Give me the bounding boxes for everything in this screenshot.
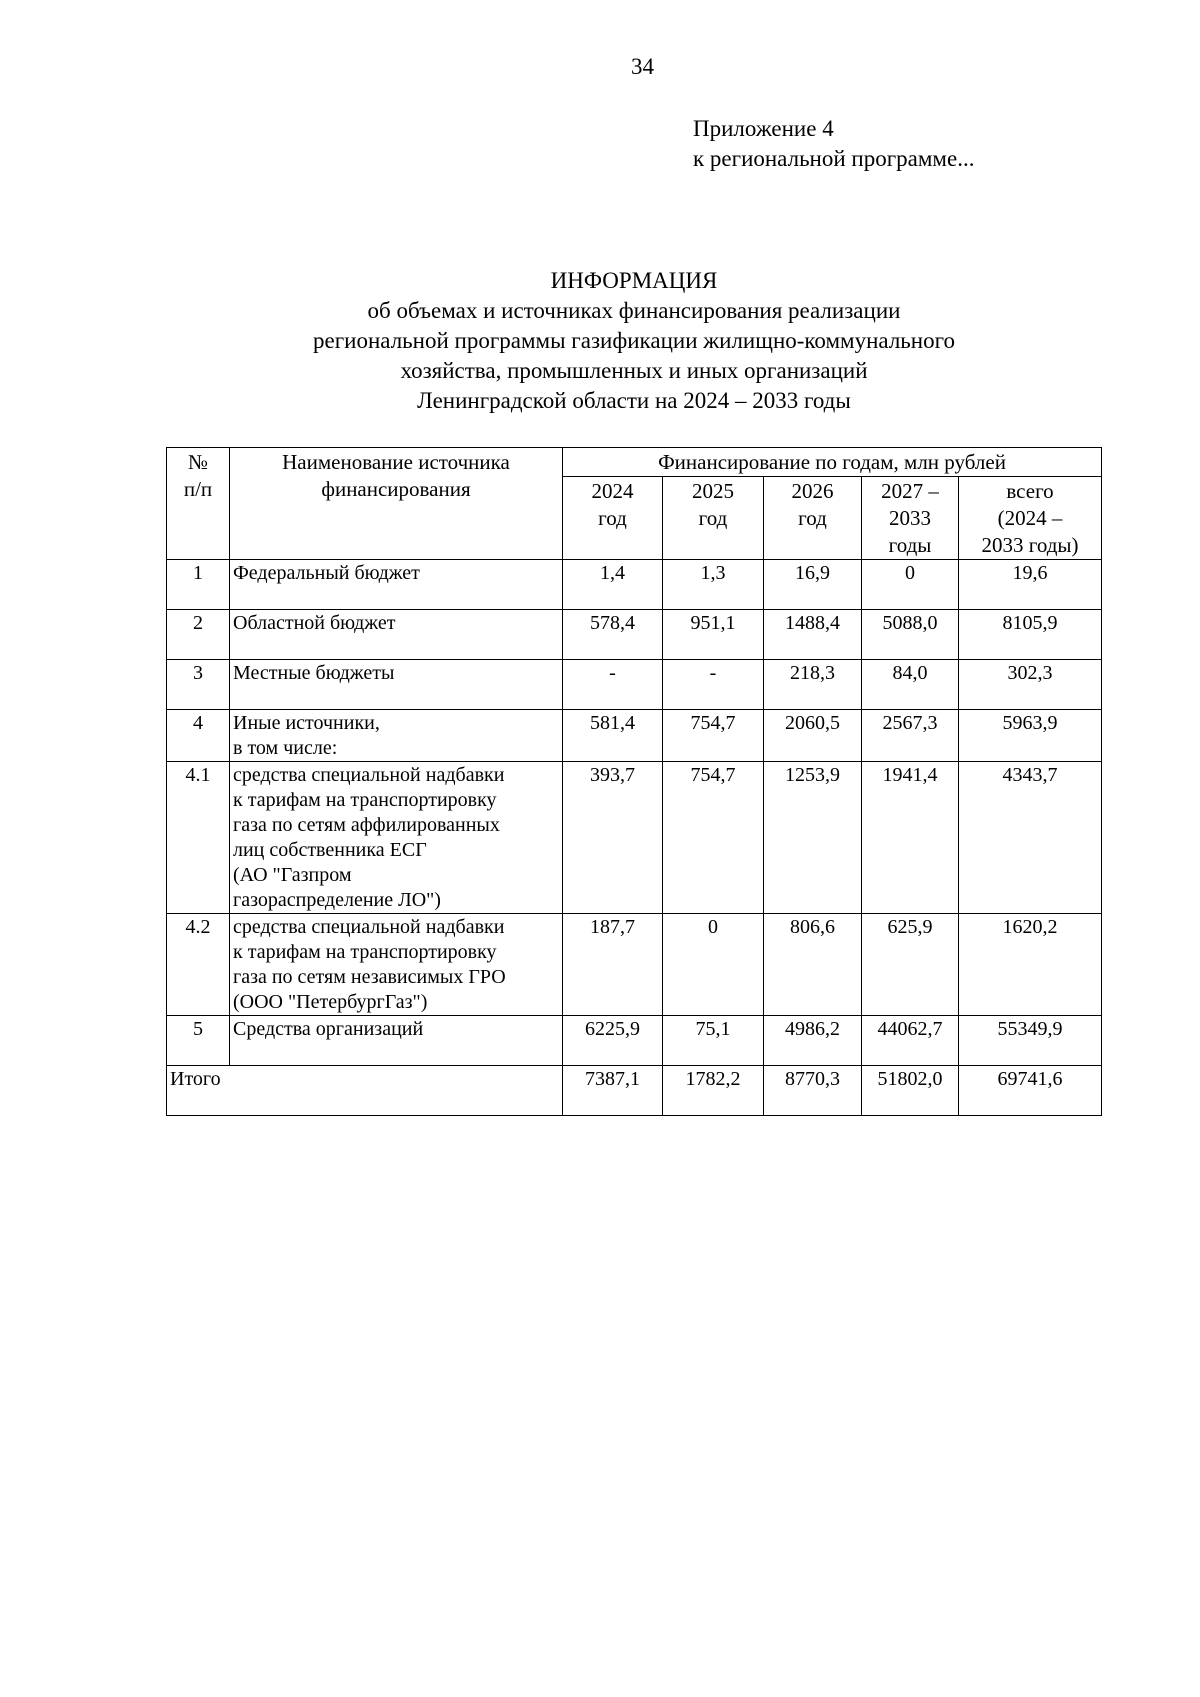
table-row	[167, 610, 1102, 660]
cell-2026: 4986,2	[764, 1016, 862, 1066]
cell-2024: 581,4	[563, 710, 663, 762]
row-num: 4.2	[167, 914, 230, 1016]
document-title	[0, 266, 1200, 416]
cell-2025: 754,7	[663, 762, 764, 914]
cell-2024: 1,4	[563, 560, 663, 610]
row-num: 3	[167, 660, 230, 710]
title-line-1: ИНФОРМАЦИЯ	[550, 268, 718, 293]
cell-2027-2033: 84,0	[862, 660, 959, 710]
header-2024: 2024 год	[563, 477, 663, 560]
cell-2025: 1,3	[663, 560, 764, 610]
title-line-5: Ленинградской области на 2024 – 2033 годы	[417, 388, 851, 413]
cell-2026: 1253,9	[764, 762, 862, 914]
row-source-name: средства специальной надбавки к тарифам на транспортировку газа по сетям независимых ГРО (ООО "ПетербургГаз")	[230, 914, 563, 1016]
row-num: 5	[167, 1016, 230, 1066]
appendix-line-1: Приложение 4	[693, 116, 834, 141]
cell-total: 4343,7	[959, 762, 1102, 914]
header-num: № п/п	[167, 448, 230, 560]
cell-total: 19,6	[959, 560, 1102, 610]
row-source-name: средства специальной надбавки к тарифам на транспортировку газа по сетям аффилированных лиц собственника ЕСГ (АО "Газпром газораспределение ЛО")	[230, 762, 563, 914]
total-row	[167, 1066, 1102, 1116]
row-source-name: Средства организаций	[230, 1016, 563, 1066]
table-row	[167, 914, 1102, 1016]
total-2027-2033: 51802,0	[862, 1066, 959, 1116]
table-row	[167, 1016, 1102, 1066]
total-label: Итого	[167, 1066, 563, 1116]
cell-2025: 951,1	[663, 610, 764, 660]
cell-2024: 393,7	[563, 762, 663, 914]
table-row	[167, 560, 1102, 610]
row-num: 4.1	[167, 762, 230, 914]
cell-2026: 16,9	[764, 560, 862, 610]
cell-total: 1620,2	[959, 914, 1102, 1016]
cell-2027-2033: 1941,4	[862, 762, 959, 914]
row-num: 1	[167, 560, 230, 610]
row-source-name: Федеральный бюджет	[230, 560, 563, 610]
cell-2026: 218,3	[764, 660, 862, 710]
cell-2024: 578,4	[563, 610, 663, 660]
cell-2025: 75,1	[663, 1016, 764, 1066]
appendix-line-2: к региональной программе...	[693, 146, 975, 171]
cell-2026: 2060,5	[764, 710, 862, 762]
cell-2027-2033: 0	[862, 560, 959, 610]
header-2025: 2025 год	[663, 477, 764, 560]
table-row	[167, 710, 1102, 762]
cell-2024: -	[563, 660, 663, 710]
row-num: 2	[167, 610, 230, 660]
cell-2027-2033: 5088,0	[862, 610, 959, 660]
cell-total: 302,3	[959, 660, 1102, 710]
cell-2026: 806,6	[764, 914, 862, 1016]
table-row	[167, 762, 1102, 914]
title-line-2: об объемах и источниках финансирования реализации	[367, 298, 901, 323]
title-line-4: хозяйства, промышленных и иных организаций	[400, 358, 868, 383]
header-2026: 2026 год	[764, 477, 862, 560]
appendix-reference	[693, 114, 974, 174]
cell-2024: 6225,9	[563, 1016, 663, 1066]
row-source-name: Местные бюджеты	[230, 660, 563, 710]
row-num: 4	[167, 710, 230, 762]
cell-2026: 1488,4	[764, 610, 862, 660]
row-source-name: Иные источники, в том числе:	[230, 710, 563, 762]
cell-2027-2033: 625,9	[862, 914, 959, 1016]
row-source-name: Областной бюджет	[230, 610, 563, 660]
cell-2025: -	[663, 660, 764, 710]
title-line-3: региональной программы газификации жилищно-коммунального	[313, 328, 955, 353]
total-all: 69741,6	[959, 1066, 1102, 1116]
header-2027-2033: 2027 – 2033 годы	[862, 477, 959, 560]
total-2024: 7387,1	[563, 1066, 663, 1116]
cell-total: 8105,9	[959, 610, 1102, 660]
financing-table	[166, 447, 1102, 1116]
table-row	[167, 660, 1102, 710]
header-financing-group: Финансирование по годам, млн рублей	[563, 448, 1102, 477]
page-number: 34	[631, 54, 654, 79]
cell-2025: 0	[663, 914, 764, 1016]
total-2026: 8770,3	[764, 1066, 862, 1116]
total-2025: 1782,2	[663, 1066, 764, 1116]
header-total: всего (2024 – 2033 годы)	[959, 477, 1102, 560]
cell-2024: 187,7	[563, 914, 663, 1016]
cell-2025: 754,7	[663, 710, 764, 762]
cell-total: 55349,9	[959, 1016, 1102, 1066]
cell-total: 5963,9	[959, 710, 1102, 762]
cell-2027-2033: 2567,3	[862, 710, 959, 762]
header-name: Наименование источника финансирования	[230, 448, 563, 560]
cell-2027-2033: 44062,7	[862, 1016, 959, 1066]
